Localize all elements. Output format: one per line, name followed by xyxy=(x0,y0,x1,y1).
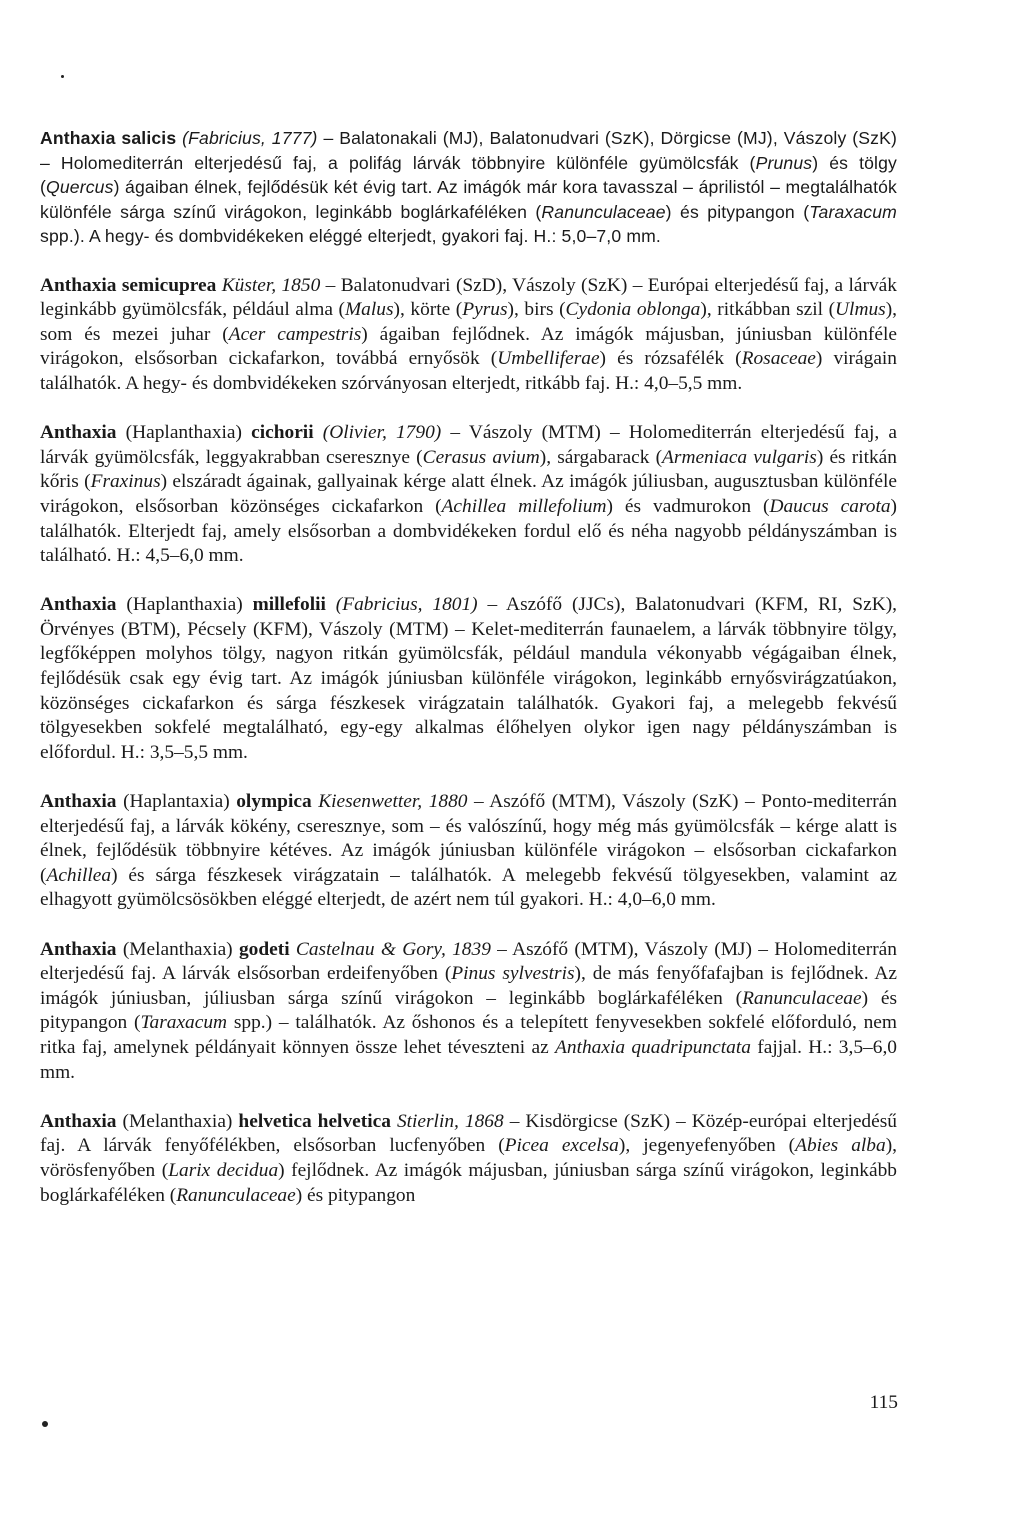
entry-text: ) találhatók. Elterjedt faj, amely elsősorban a dombvidékeken fordul elő és néha nagyobb példányszámban is található. H.: 4,5–6,0 mm. xyxy=(40,495,898,567)
species-entry xyxy=(40,593,897,765)
species-author: Stierlin, 1868 xyxy=(396,1110,504,1132)
latin-name: Larix decidua xyxy=(168,1159,279,1181)
species-author: (Olivier, 1790) xyxy=(322,422,442,444)
species-entry xyxy=(40,274,897,397)
latin-name: Ranunculaceae xyxy=(541,201,666,222)
entry-text: ), de más fenyőfafajban is fejlődnek. Az imágók júniusban, júliusban sárga színű virágokon – leginkább boglárkaféléken ( xyxy=(40,963,898,1009)
genus-name: Anthaxia xyxy=(40,274,117,296)
entry-text: ), sárgabarack ( xyxy=(539,446,663,468)
entry-text: – Aszófő (MTM), Vászoly (MJ) – Holomediterrán elterjedésű faj. A lárvák elsősorban erdeifenyőben ( xyxy=(40,938,897,985)
latin-name: Ulmus xyxy=(835,299,886,321)
latin-name: Ranunculaceae xyxy=(176,1184,296,1206)
species-name: olympica xyxy=(236,791,312,813)
latin-name: Quercus xyxy=(46,177,114,198)
species-name: semicuprea xyxy=(121,274,217,296)
entry-text: ), ritkábban szil ( xyxy=(700,299,836,321)
species-author: (Fabricius, 1801) xyxy=(335,594,478,616)
entry-text: ), vörösfenyőben ( xyxy=(40,1135,898,1181)
entry-text: – Kisdörgicse (SzK) – Közép-európai elterjedésű faj. A lárvák fenyőfélékben, elsősorban lucfenyőben ( xyxy=(40,1110,897,1157)
subgenus-name: (Melanthaxia) xyxy=(122,938,233,960)
entry-text: – Aszófő (MTM), Vászoly (SzK) – Ponto-mediterrán elterjedésű faj, a lárvák kökény, cseresznye, som – és valószínű, hogy még más gyümölcsfák – kérge alatt is élnek, fejlődésük többnyire kétéves. Az imágók júniusban különféle virágokon – elsősorban cickafarkon ( xyxy=(40,791,897,886)
latin-name: Taraxacum xyxy=(809,201,897,222)
species-name: godeti xyxy=(238,938,290,960)
entry-text: ) fejlődnek. Az imágók májusban, júniusban sárga színű virágokon, leginkább boglárkaféléken ( xyxy=(40,1159,898,1206)
latin-name: Pyrus xyxy=(462,299,508,321)
latin-name: Pinus sylvestris xyxy=(451,963,575,985)
entry-text: fajjal. H.: 3,5–6,0 mm. xyxy=(40,1036,897,1083)
latin-name: Rosaceae xyxy=(741,348,816,370)
species-name: cichorii xyxy=(251,422,314,444)
entry-text: – Vászoly (MTM) – Holomediterrán elterjedésű faj, a lárvák gyümölcsfák, leggyakrabban cseresznye ( xyxy=(40,422,897,468)
species-author: Kiesenwetter, 1880 xyxy=(318,791,468,813)
entry-text: ) és tölgy ( xyxy=(40,152,897,198)
genus-name: Anthaxia xyxy=(40,791,117,813)
latin-name: Ranunculaceae xyxy=(742,987,862,1009)
latin-name: Acer campestris xyxy=(228,323,362,345)
entry-text: ) és vadmurokon ( xyxy=(606,495,770,517)
subgenus-name: (Haplantaxia) xyxy=(123,791,230,813)
entry-text: ), som és mezei juhar ( xyxy=(40,299,897,345)
entry-text: ), birs ( xyxy=(507,299,566,321)
document-body xyxy=(40,126,897,1233)
species-entry xyxy=(40,1110,897,1208)
entry-text: – Balatonudvari (SzD), Vászoly (SzK) – Európai elterjedésű faj, a lárvák leginkább gyümölcsfák, például alma ( xyxy=(40,274,897,321)
subgenus-name: (Haplanthaxia) xyxy=(126,594,243,616)
genus-name: Anthaxia xyxy=(40,594,117,616)
latin-name: Fraxinus xyxy=(90,471,161,493)
entry-text: ) és pitypangon xyxy=(295,1184,416,1206)
species-author: Küster, 1850 xyxy=(221,274,321,296)
latin-name: Armeniaca vulgaris xyxy=(662,446,817,468)
latin-name: Daucus carota xyxy=(769,495,891,517)
species-name: millefolii xyxy=(252,594,326,616)
genus-name: Anthaxia xyxy=(40,1110,117,1132)
entry-text: ) ágaiban élnek, fejlődésük két évig tart. Az imágók már kora tavasszal – áprilistól – megtalálhatók különféle sárga színű virágokon, leginkább boglárkaféléken ( xyxy=(40,177,897,222)
latin-name: Abies alba xyxy=(795,1135,886,1157)
entry-text: – Balatonakali (MJ), Balatonudvari (SzK), Dörgicse (MJ), Vászoly (SzK) – Holomediterrán elterjedésű faj, a polifág lárvák többnyire különféle gyümölcsfák ( xyxy=(40,128,898,173)
entry-text: ) és rózsafélék ( xyxy=(599,348,742,370)
genus-name: Anthaxia xyxy=(40,938,117,960)
genus-name: Anthaxia xyxy=(40,422,117,444)
latin-name: Achillea millefolium xyxy=(441,495,607,517)
entry-text: ) és pitypangon ( xyxy=(40,987,897,1034)
latin-name: Picea excelsa xyxy=(504,1135,619,1157)
entry-text: ), körte ( xyxy=(393,299,463,321)
genus-name: Anthaxia xyxy=(40,128,116,148)
entry-text: – Aszófő (JJCs), Balatonudvari (KFM, RI, SzK), Örvényes (BTM), Pécsely (KFM), Vászoly (MTM) – Kelet-mediterrán faunaelem, a lárvák többnyire tölgy, legfőképpen molyhos tölgy, nagyon ritkán gyümölcsfák, például mandula vékonyabb végágaiban élnek, fejlődésük csak egy évig tart. Az imágók júniusban különféle virágokon, leginkább ernyősvirágzatúakon, közönséges cickafarkon és sárga fészkesek virágzatain találhatók. Gyakori faj, a melegebb fekvésű tölgyesekben sokfelé megtalálható, egy-egy alkalmas élőhelyen olykor igen nagy példányszámban is előfordul. H.: 3,5–5,5 mm. xyxy=(40,594,898,763)
latin-name: Taraxacum xyxy=(140,1012,228,1034)
species-entry xyxy=(40,421,897,569)
print-speck xyxy=(61,75,64,78)
species-author: Castelnau & Gory, 1839 xyxy=(295,938,491,960)
entry-text: spp.) – találhatók. Az őshonos és a telepített fenyvesekben sokfelé előforduló, nem ritka faj, amelynek példányait könnyen össze lehet téveszteni az xyxy=(40,1012,898,1058)
species-entry xyxy=(40,790,897,913)
entry-text: ) és ritkán kőris ( xyxy=(40,446,897,493)
latin-name: Achillea xyxy=(46,864,112,886)
latin-name: Anthaxia quadripunctata xyxy=(555,1036,751,1058)
species-name: salicis xyxy=(121,128,177,148)
latin-name: Malus xyxy=(345,299,394,321)
entry-text: ) és sárga fészkesek virágzatain – találhatók. A melegebb fekvésű tölgyesekben, valamint az elhagyott gyümölcsösökben eléggé elterjedt, de azért nem túl gyakori. H.: 4,0–6,0 mm. xyxy=(40,864,897,911)
entry-text: ) és pitypangon ( xyxy=(665,201,810,222)
latin-name: Cerasus avium xyxy=(422,446,540,468)
species-entry xyxy=(40,938,897,1086)
entry-text: ) virágain találhatók. A hegy- és dombvidékeken szórványosan elterjedt, ritkább faj. H.: 4,0–5,5 mm. xyxy=(40,348,898,394)
entry-text: spp.). A hegy- és dombvidékeken eléggé elterjedt, gyakori faj. H.: 5,0–7,0 mm. xyxy=(40,226,661,247)
entry-text: ), jegenyefenyőben ( xyxy=(618,1135,796,1157)
print-speck xyxy=(42,1421,48,1427)
species-name: helvetica helvetica xyxy=(238,1110,391,1132)
subgenus-name: (Haplanthaxia) xyxy=(125,422,242,444)
entry-text: ) ágaiban fejlődnek. Az imágók májusban, júniusban különféle virágokon, elsősorban cickafarkon, továbbá ernyősök ( xyxy=(40,323,897,370)
species-author: (Fabricius, 1777) xyxy=(182,128,318,148)
entry-text: ) elszáradt ágainak, gallyainak kérge alatt élnek. Az imágók júliusban, augusztusban különféle virágokon, elsősorban közönséges cickafarkon ( xyxy=(40,471,897,517)
latin-name: Umbelliferae xyxy=(497,348,600,370)
latin-name: Prunus xyxy=(755,152,813,173)
page-number: 115 xyxy=(869,1392,898,1413)
latin-name: Cydonia oblonga xyxy=(565,299,701,321)
subgenus-name: (Melanthaxia) xyxy=(122,1110,233,1132)
species-entry xyxy=(40,126,897,249)
